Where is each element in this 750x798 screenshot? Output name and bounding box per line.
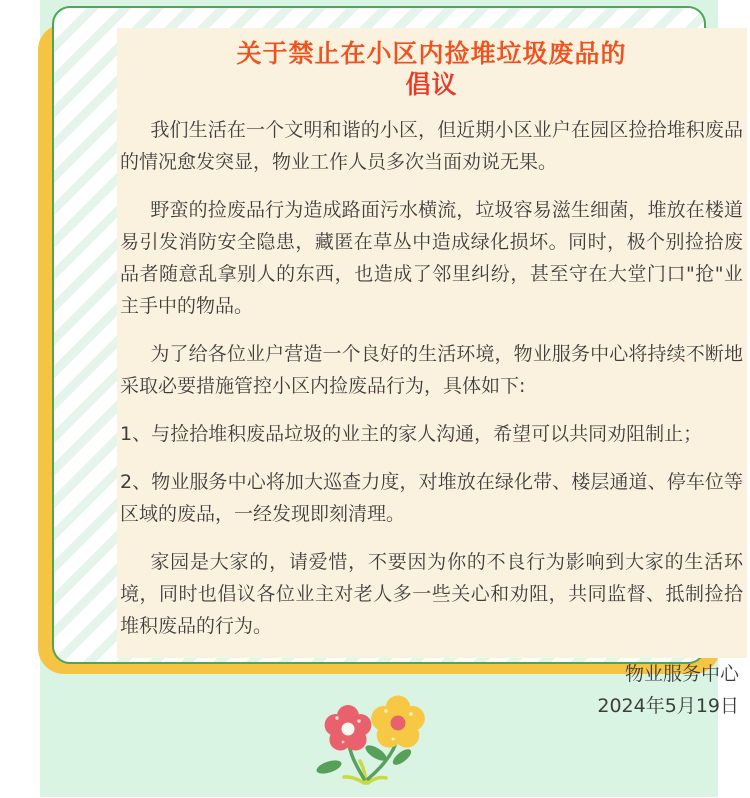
title-line-1: 关于禁止在小区内捡堆垃圾废品的	[236, 39, 627, 68]
notice-body	[117, 28, 747, 717]
paragraph-measures-lead: 为了给各位业户营造一个良好的生活环境，物业服务中心将持续不断地采取必要措施管控小区内捡废品行为，具体如下:	[120, 343, 743, 397]
red-flower	[325, 705, 372, 751]
title-line-2: 倡议	[405, 70, 458, 99]
notice-card	[52, 6, 743, 717]
numbered-item-1: 1、与捡拾堆积废品垃圾的业主的家人沟通，希望可以共同劝阻制止；	[120, 423, 703, 445]
paragraph-problems: 野蛮的捡废品行为造成路面污水横流，垃圾容易滋生细菌，堆放在楼道易引发消防安全隐患，藏匿在草丛中造成绿化损坏。同时，极个别捡拾废品者随意乱拿别人的东西，也造成了邻里纠纷，甚至守在大堂门口"抢"业主手中的物品。	[120, 199, 743, 317]
notice-title	[120, 38, 743, 100]
numbered-item-2: 2、物业服务中心将加大巡查力度，对堆放在绿化带、楼层通道、停车位等区域的废品，一经发现即刻清理。	[120, 471, 743, 525]
flowers-illustration	[290, 693, 460, 798]
date: 2024年5月19日	[597, 695, 739, 717]
yellow-flower	[371, 696, 425, 748]
closing-paragraph: 家园是大家的，请爱惜，不要因为你的不良行为影响到大家的生活环境，同时也倡议各位业主对老人多一些关心和劝阻，共同监督、抵制捡拾堆积废品的行为。	[120, 551, 743, 637]
paragraph-intro: 我们生活在一个文明和谐的小区，但近期小区业户在园区捡拾堆积废品的情况愈发突显，物业工作人员多次当面劝说无果。	[120, 119, 743, 173]
signature: 物业服务中心	[624, 663, 739, 685]
